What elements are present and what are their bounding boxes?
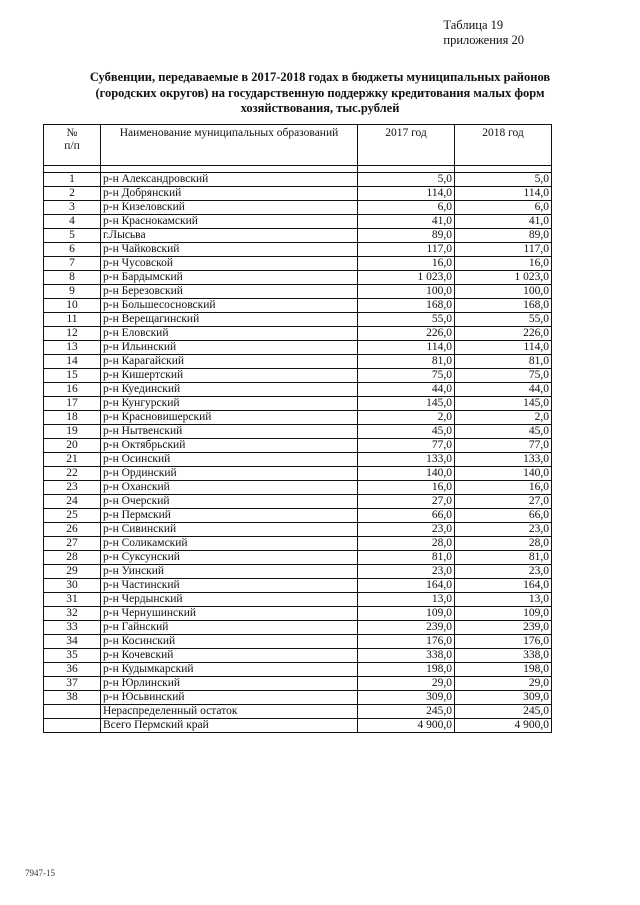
spacer-cell (44, 166, 101, 173)
row-value-2017: 23,0 (358, 565, 455, 579)
header-number-line2: п/п (64, 140, 80, 152)
row-value-2017: 4 900,0 (358, 719, 455, 733)
row-number: 11 (44, 313, 101, 327)
row-value-2017: 89,0 (358, 229, 455, 243)
row-value-2017: 100,0 (358, 285, 455, 299)
row-number: 38 (44, 691, 101, 705)
row-value-2017: 226,0 (358, 327, 455, 341)
row-value-2018: 44,0 (455, 383, 552, 397)
row-value-2018: 176,0 (455, 635, 552, 649)
row-number: 6 (44, 243, 101, 257)
row-value-2018: 114,0 (455, 187, 552, 201)
row-value-2018: 309,0 (455, 691, 552, 705)
table-row (44, 313, 552, 327)
table-row (44, 677, 552, 691)
row-number: 8 (44, 271, 101, 285)
row-name: р-н Ильинский (101, 341, 358, 355)
row-number: 32 (44, 607, 101, 621)
table-row (44, 355, 552, 369)
table-row (44, 257, 552, 271)
table-row (44, 523, 552, 537)
row-value-2018: 164,0 (455, 579, 552, 593)
document-code: 7947-15 (25, 868, 55, 878)
header-2017: 2017 год (358, 125, 455, 166)
row-value-2018: 140,0 (455, 467, 552, 481)
row-number: 7 (44, 257, 101, 271)
header-number (44, 125, 101, 166)
row-value-2017: 109,0 (358, 607, 455, 621)
table-row (44, 579, 552, 593)
row-value-2017: 23,0 (358, 523, 455, 537)
row-value-2018: 117,0 (455, 243, 552, 257)
row-value-2017: 176,0 (358, 635, 455, 649)
row-value-2018: 239,0 (455, 621, 552, 635)
row-name: р-н Чердынский (101, 593, 358, 607)
row-value-2018: 45,0 (455, 425, 552, 439)
row-number: 31 (44, 593, 101, 607)
row-value-2017: 29,0 (358, 677, 455, 691)
row-name: р-н Чайковский (101, 243, 358, 257)
row-name: р-н Ординский (101, 467, 358, 481)
row-value-2018: 16,0 (455, 481, 552, 495)
row-value-2017: 245,0 (358, 705, 455, 719)
row-value-2017: 140,0 (358, 467, 455, 481)
row-value-2018: 81,0 (455, 551, 552, 565)
table-row (44, 201, 552, 215)
row-value-2017: 16,0 (358, 481, 455, 495)
row-value-2018: 4 900,0 (455, 719, 552, 733)
row-name: р-н Березовский (101, 285, 358, 299)
row-name: р-н Кизеловский (101, 201, 358, 215)
row-name: р-н Гайнский (101, 621, 358, 635)
row-value-2018: 145,0 (455, 397, 552, 411)
row-number: 26 (44, 523, 101, 537)
spacer-cell (358, 166, 455, 173)
table-row (44, 467, 552, 481)
table-row (44, 327, 552, 341)
row-value-2018: 133,0 (455, 453, 552, 467)
row-name: р-н Чусовской (101, 257, 358, 271)
row-value-2018: 75,0 (455, 369, 552, 383)
row-number (44, 719, 101, 733)
table-row (44, 537, 552, 551)
row-name: р-н Карагайский (101, 355, 358, 369)
row-number: 2 (44, 187, 101, 201)
row-value-2017: 145,0 (358, 397, 455, 411)
title-line-3: хозяйствования, тыс.рублей (240, 101, 400, 115)
row-value-2017: 1 023,0 (358, 271, 455, 285)
row-value-2017: 168,0 (358, 299, 455, 313)
row-value-2018: 226,0 (455, 327, 552, 341)
table-row (44, 551, 552, 565)
row-name: р-н Кишертский (101, 369, 358, 383)
row-value-2017: 81,0 (358, 551, 455, 565)
row-value-2018: 16,0 (455, 257, 552, 271)
table-row (44, 243, 552, 257)
row-value-2017: 164,0 (358, 579, 455, 593)
row-name: р-н Краснокамский (101, 215, 358, 229)
row-number: 36 (44, 663, 101, 677)
row-value-2017: 198,0 (358, 663, 455, 677)
row-name: р-н Нытвенский (101, 425, 358, 439)
row-number: 34 (44, 635, 101, 649)
table-row (44, 495, 552, 509)
row-value-2018: 41,0 (455, 215, 552, 229)
row-name: р-н Кунгурский (101, 397, 358, 411)
row-value-2018: 168,0 (455, 299, 552, 313)
table-row (44, 607, 552, 621)
row-value-2017: 81,0 (358, 355, 455, 369)
row-value-2017: 309,0 (358, 691, 455, 705)
row-value-2017: 2,0 (358, 411, 455, 425)
table-row (44, 453, 552, 467)
row-number: 24 (44, 495, 101, 509)
row-value-2018: 1 023,0 (455, 271, 552, 285)
row-name: р-н Красновишерский (101, 411, 358, 425)
table-body (44, 166, 552, 733)
table-row (44, 425, 552, 439)
header-number-line1: № (66, 127, 78, 139)
row-value-2018: 81,0 (455, 355, 552, 369)
row-name: р-н Очерский (101, 495, 358, 509)
table-row (44, 299, 552, 313)
row-number: 28 (44, 551, 101, 565)
row-value-2017: 75,0 (358, 369, 455, 383)
table-row (44, 229, 552, 243)
row-value-2018: 109,0 (455, 607, 552, 621)
table-row (44, 719, 552, 733)
row-value-2018: 23,0 (455, 523, 552, 537)
row-number: 19 (44, 425, 101, 439)
row-number: 30 (44, 579, 101, 593)
row-value-2018: 77,0 (455, 439, 552, 453)
row-name: р-н Оханский (101, 481, 358, 495)
row-value-2018: 245,0 (455, 705, 552, 719)
table-row (44, 593, 552, 607)
row-name: р-н Юрлинский (101, 677, 358, 691)
table-row (44, 565, 552, 579)
row-number: 23 (44, 481, 101, 495)
row-value-2017: 114,0 (358, 187, 455, 201)
row-value-2018: 5,0 (455, 173, 552, 187)
table-reference (443, 18, 524, 48)
row-number: 35 (44, 649, 101, 663)
row-value-2017: 16,0 (358, 257, 455, 271)
row-value-2018: 27,0 (455, 495, 552, 509)
row-value-2017: 66,0 (358, 509, 455, 523)
table-row (44, 705, 552, 719)
table-row (44, 271, 552, 285)
row-number: 20 (44, 439, 101, 453)
row-name: р-н Косинский (101, 635, 358, 649)
row-name: р-н Куединский (101, 383, 358, 397)
table-header-row (44, 125, 552, 166)
row-name: р-н Соликамский (101, 537, 358, 551)
row-value-2017: 114,0 (358, 341, 455, 355)
row-name: р-н Чернушинский (101, 607, 358, 621)
row-name: р-н Пермский (101, 509, 358, 523)
row-number: 12 (44, 327, 101, 341)
table-row (44, 439, 552, 453)
row-number: 37 (44, 677, 101, 691)
appendix-reference: приложения 20 (443, 33, 524, 47)
row-value-2017: 55,0 (358, 313, 455, 327)
row-number: 5 (44, 229, 101, 243)
row-name: р-н Верещагинский (101, 313, 358, 327)
row-value-2018: 66,0 (455, 509, 552, 523)
table-number: Таблица 19 (443, 18, 504, 32)
row-name: р-н Суксунский (101, 551, 358, 565)
document-title (60, 70, 580, 117)
table-row (44, 411, 552, 425)
row-value-2018: 29,0 (455, 677, 552, 691)
row-name: р-н Юсьвинский (101, 691, 358, 705)
row-name: Всего Пермский край (101, 719, 358, 733)
row-value-2017: 5,0 (358, 173, 455, 187)
row-number: 21 (44, 453, 101, 467)
table-row (44, 481, 552, 495)
row-number: 17 (44, 397, 101, 411)
table-row (44, 509, 552, 523)
header-2018: 2018 год (455, 125, 552, 166)
spacer-cell (455, 166, 552, 173)
row-name: р-н Добрянский (101, 187, 358, 201)
row-number: 1 (44, 173, 101, 187)
row-number: 4 (44, 215, 101, 229)
row-number: 22 (44, 467, 101, 481)
row-value-2018: 13,0 (455, 593, 552, 607)
table-row (44, 215, 552, 229)
row-value-2018: 2,0 (455, 411, 552, 425)
row-value-2017: 239,0 (358, 621, 455, 635)
header-name: Наименование муниципальных образований (101, 125, 358, 166)
table-row (44, 285, 552, 299)
row-name: р-н Бардымский (101, 271, 358, 285)
row-number: 16 (44, 383, 101, 397)
table-row (44, 341, 552, 355)
table-row (44, 369, 552, 383)
table-row (44, 663, 552, 677)
row-number: 15 (44, 369, 101, 383)
row-number: 10 (44, 299, 101, 313)
row-value-2017: 117,0 (358, 243, 455, 257)
row-number (44, 705, 101, 719)
row-value-2017: 338,0 (358, 649, 455, 663)
spacer-cell (101, 166, 358, 173)
row-value-2017: 13,0 (358, 593, 455, 607)
table-row (44, 187, 552, 201)
table-row (44, 383, 552, 397)
row-value-2018: 28,0 (455, 537, 552, 551)
row-number: 25 (44, 509, 101, 523)
row-value-2017: 44,0 (358, 383, 455, 397)
row-number: 9 (44, 285, 101, 299)
row-value-2017: 28,0 (358, 537, 455, 551)
table-row (44, 397, 552, 411)
row-name: р-н Большесосновский (101, 299, 358, 313)
row-value-2017: 27,0 (358, 495, 455, 509)
row-name: г.Лысьва (101, 229, 358, 243)
row-number: 29 (44, 565, 101, 579)
title-line-1: Субвенции, передаваемые в 2017-2018 годах в бюджеты муниципальных районов (89, 70, 551, 84)
row-value-2018: 23,0 (455, 565, 552, 579)
table-row (44, 173, 552, 187)
row-value-2017: 45,0 (358, 425, 455, 439)
row-number: 13 (44, 341, 101, 355)
row-name: р-н Осинский (101, 453, 358, 467)
table-row (44, 621, 552, 635)
row-number: 3 (44, 201, 101, 215)
row-name: р-н Александровский (101, 173, 358, 187)
row-value-2018: 114,0 (455, 341, 552, 355)
row-value-2018: 198,0 (455, 663, 552, 677)
subsidy-table (43, 124, 552, 733)
row-name: р-н Кудымкарский (101, 663, 358, 677)
row-name: р-н Октябрьский (101, 439, 358, 453)
row-value-2017: 41,0 (358, 215, 455, 229)
row-value-2018: 338,0 (455, 649, 552, 663)
row-name: р-н Сивинский (101, 523, 358, 537)
row-name: р-н Еловский (101, 327, 358, 341)
row-name: р-н Уинский (101, 565, 358, 579)
row-name: р-н Кочевский (101, 649, 358, 663)
row-value-2018: 55,0 (455, 313, 552, 327)
row-number: 18 (44, 411, 101, 425)
row-value-2017: 133,0 (358, 453, 455, 467)
table-row (44, 635, 552, 649)
row-value-2018: 89,0 (455, 229, 552, 243)
row-value-2018: 100,0 (455, 285, 552, 299)
row-number: 27 (44, 537, 101, 551)
row-value-2018: 6,0 (455, 201, 552, 215)
row-name: р-н Частинский (101, 579, 358, 593)
table-row (44, 649, 552, 663)
row-value-2017: 6,0 (358, 201, 455, 215)
row-number: 14 (44, 355, 101, 369)
title-line-2: (городских округов) на государственную поддержку кредитования малых форм (95, 85, 545, 100)
table-row (44, 691, 552, 705)
row-name: Нераспределенный остаток (101, 705, 358, 719)
table-spacer-row (44, 166, 552, 173)
row-number: 33 (44, 621, 101, 635)
row-value-2017: 77,0 (358, 439, 455, 453)
